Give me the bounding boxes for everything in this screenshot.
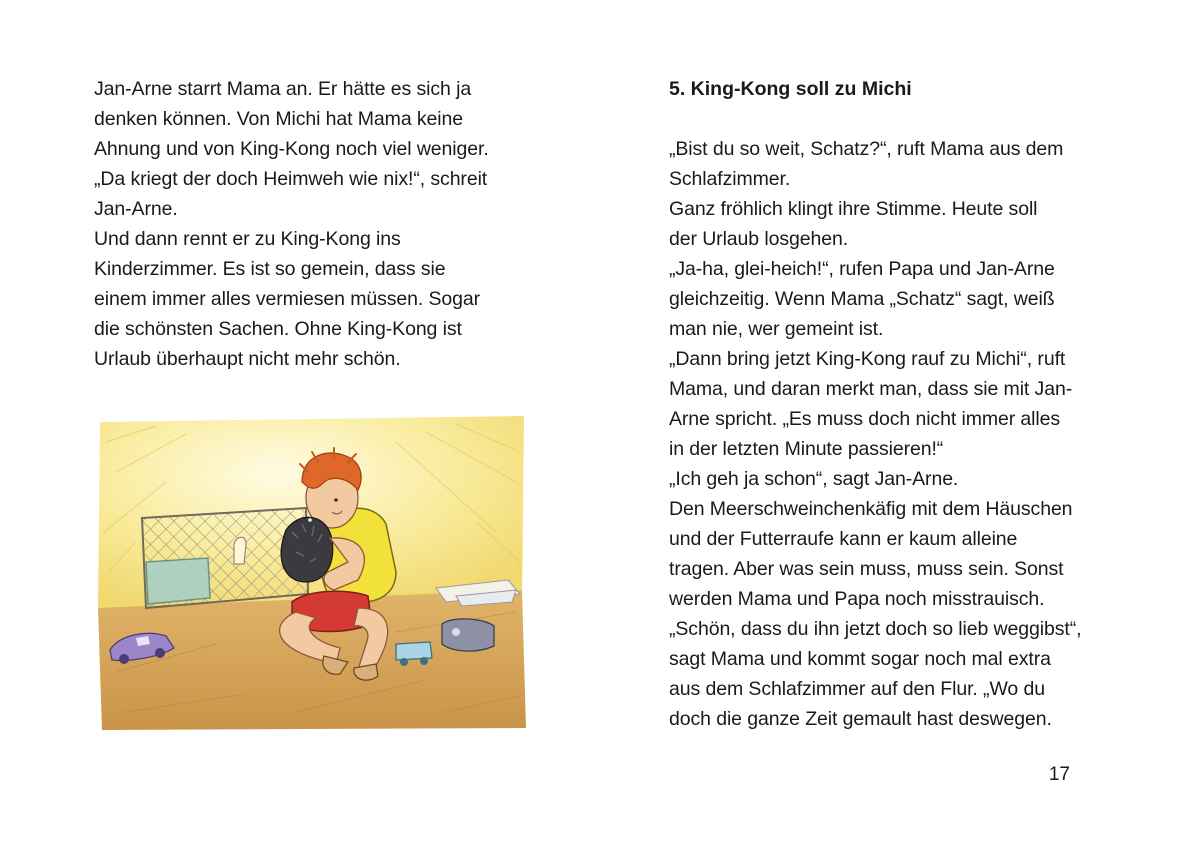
text-line: tragen. Aber was sein muss, muss sein. Sonst <box>669 558 1064 580</box>
chapter-title: 5. King-Kong soll zu Michi <box>669 78 912 100</box>
text-line: „Ich geh ja schon“, sagt Jan-Arne. <box>669 468 959 490</box>
text-line: doch die ganze Zeit gemault hast deswegen. <box>669 708 1052 730</box>
right-page-text <box>669 74 1139 734</box>
text-line: der Urlaub losgehen. <box>669 228 849 250</box>
text-line: gleichzeitig. Wenn Mama „Schatz“ sagt, weiß <box>669 288 1055 310</box>
text-line: denken können. Von Michi hat Mama keine <box>94 108 463 130</box>
text-line: Schlafzimmer. <box>669 168 791 190</box>
text-line: Ganz fröhlich klingt ihre Stimme. Heute soll <box>669 198 1038 220</box>
text-line: „Bist du so weit, Schatz?“, ruft Mama aus dem <box>669 138 1064 160</box>
text-line: Den Meerschweinchenkäfig mit dem Häuschen <box>669 498 1073 520</box>
text-line: und der Futterraufe kann er kaum alleine <box>669 528 1018 550</box>
text-line: sagt Mama und kommt sogar noch mal extra <box>669 648 1051 670</box>
text-line: Arne spricht. „Es muss doch nicht immer alles <box>669 408 1061 430</box>
text-line: „Ja-ha, glei-heich!“, rufen Papa und Jan-Arne <box>669 258 1055 280</box>
text-line: Urlaub überhaupt nicht mehr schön. <box>94 348 401 370</box>
text-line: „Dann bring jetzt King-Kong rauf zu Michi“, ruft <box>669 348 1066 370</box>
text-line: man nie, wer gemeint ist. <box>669 318 884 340</box>
page-number: 17 <box>1048 764 1070 785</box>
text-line: „Schön, dass du ihn jetzt doch so lieb weggibst“, <box>669 618 1082 640</box>
text-line: Ahnung und von King-Kong noch viel weniger. <box>94 138 489 160</box>
text-line: Mama, und daran merkt man, dass sie mit Jan- <box>669 378 1073 400</box>
text-line: die schönsten Sachen. Ohne King-Kong ist <box>94 318 462 340</box>
paragraph-gap <box>669 104 1139 134</box>
toy-robot-icon <box>442 619 494 651</box>
text-line: Jan-Arne starrt Mama an. Er hätte es sich ja <box>94 78 472 100</box>
text-line: Jan-Arne. <box>94 198 178 220</box>
left-page-text <box>94 74 574 374</box>
text-line: in der letzten Minute passieren!“ <box>669 438 944 460</box>
text-line: „Da kriegt der doch Heimweh wie nix!“, schreit <box>94 168 488 190</box>
text-line: einem immer alles vermiesen müssen. Sogar <box>94 288 481 310</box>
text-line: aus dem Schlafzimmer auf den Flur. „Wo du <box>669 678 1045 700</box>
guinea-pig-figure <box>281 517 332 582</box>
text-line: Kinderzimmer. Es ist so gemein, dass sie <box>94 258 446 280</box>
boy-with-guinea-pig-illustration <box>96 412 528 732</box>
text-line: werden Mama und Papa noch misstrauisch. <box>669 588 1045 610</box>
text-line: Und dann rennt er zu King-Kong ins <box>94 228 401 250</box>
